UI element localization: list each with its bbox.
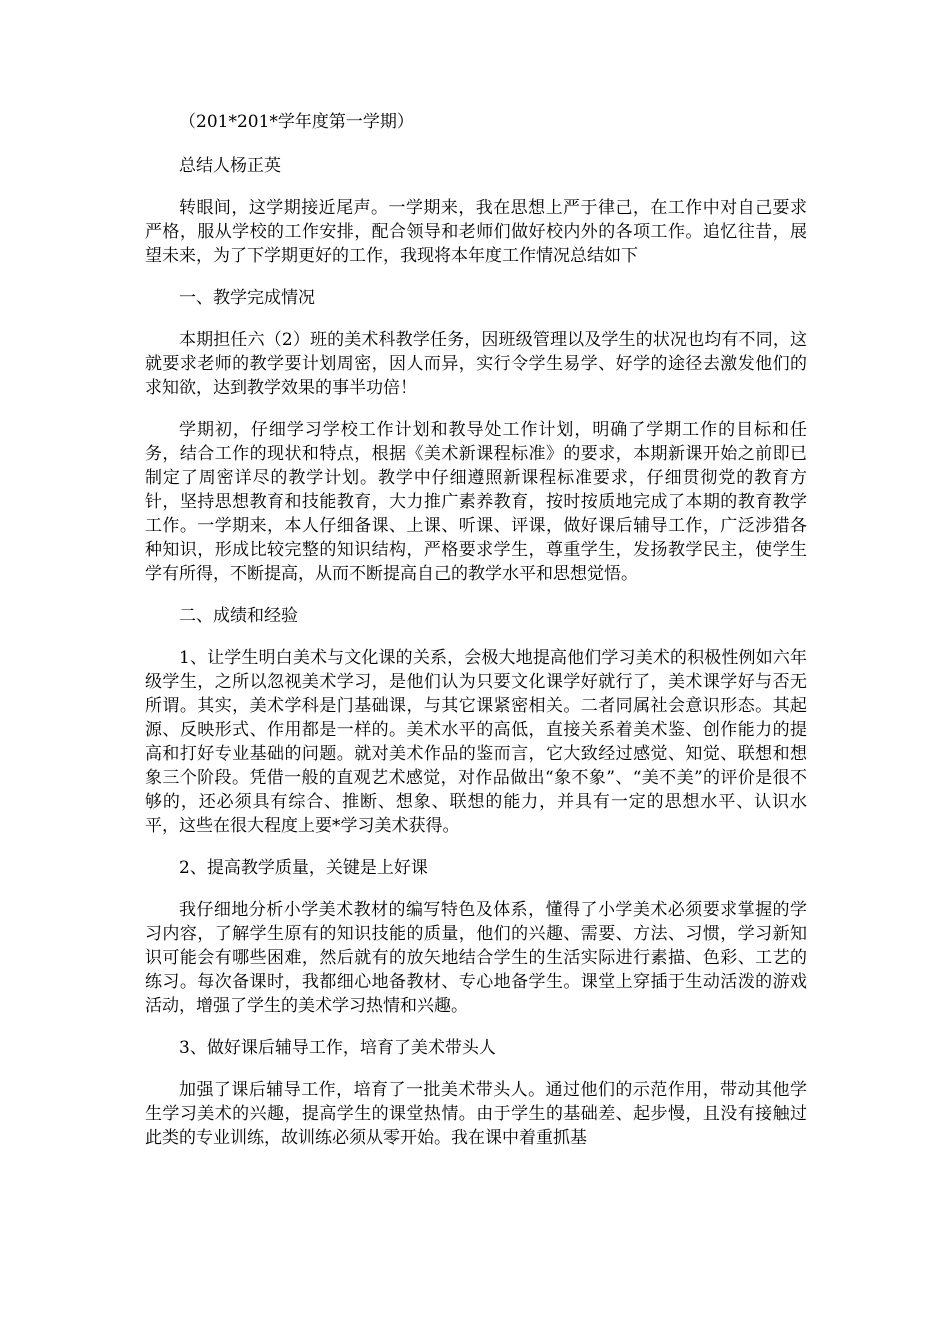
document-page [145, 110, 807, 1168]
point3-paragraph: 加强了课后辅导工作，培育了一批美术带头人。通过他们的示范作用，带动其他学生学习美术的兴趣，提高学生的课堂热情。由于学生的基础差、起步慢，且没有接触过此类的专业训练，故训练必须从零开始。我在课中着重抓基 [145, 1080, 807, 1148]
section1-paragraph-1: 本期担任六（2）班的美术科教学任务，因班级管理以及学生的状况也均有不同，这就要求老师的教学要计划周密，因人而异，实行令学生易学、好学的途径去激发他们的求知欲，达到教学效果的事半功倍！ [145, 330, 807, 398]
section1-heading: 一、教学完成情况 [179, 288, 315, 308]
point3-heading: 3、做好课后辅导工作，培育了美术带头人 [179, 1038, 496, 1058]
author-line: 总结人杨正英 [179, 156, 281, 176]
intro-paragraph: 转眼间，这学期接近尾声。一学期来，我在思想上严于律己，在工作中对自己要求严格，服从学校的工作安排，配合领导和老师们做好校内外的各项工作。追忆往昔，展望未来，为了下学期更好的工作，我现将本年度工作情况总结如下 [145, 198, 807, 266]
point2-heading: 2、提高教学质量，关键是上好课 [179, 858, 428, 878]
point2-paragraph: 我仔细地分析小学美术教材的编写特色及体系，懂得了小学美术必须要求掌握的学习内容，了解学生原有的知识技能的质量，他们的兴趣、需要、方法、习惯，学习新知识可能会有哪些困难，然后就有的放矢地结合学生的生活实际进行素描、色彩、工艺的练习。每次备课时，我都细心地备教材、专心地备学生。课堂上穿插于生动活泼的游戏活动，增强了学生的美术学习热情和兴趣。 [145, 900, 807, 1016]
section2-heading: 二、成绩和经验 [179, 606, 298, 626]
term-line: （201*201*学年度第一学期） [179, 112, 414, 132]
section1-paragraph-2: 学期初，仔细学习学校工作计划和教导处工作计划，明确了学期工作的目标和任务，结合工作的现状和特点，根据《美术新课程标准》的要求，本期新课开始之前即已制定了周密详尽的教学计划。教学中仔细遵照新课程标准要求，仔细贯彻党的教育方针，坚持思想教育和技能教育，大力推广素养教育，按时按质地完成了本期的教育教学工作。一学期来，本人仔细备课、上课、听课、评课，做好课后辅导工作，广泛涉猎各种知识，形成比较完整的知识结构，严格要求学生，尊重学生，发扬教学民主，使学生学有所得，不断提高，从而不断提高自己的教学水平和思想觉悟。 [145, 420, 807, 584]
point1-paragraph: 1、让学生明白美术与文化课的关系，会极大地提高他们学习美术的积极性例如六年级学生，之所以忽视美术学习，是他们认为只要文化课学好就行了，美术课学好与否无所谓。其实，美术学科是门基础课，与其它课紧密相关。二者同属社会意识形态。其起源、反映形式、作用都是一样的。美术水平的高低，直接关系着美术鉴、创作能力的提高和打好专业基础的问题。就对美术作品的鉴而言，它大致经过感觉、知觉、联想和想象三个阶段。凭借一般的直观艺术感觉，对作品做出“象不象”、“美不美”的评价是很不够的，还必须具有综合、推断、想象、联想的能力，并具有一定的思想水平、认识水平，这些在很大程度上要*学习美术获得。 [145, 648, 807, 836]
